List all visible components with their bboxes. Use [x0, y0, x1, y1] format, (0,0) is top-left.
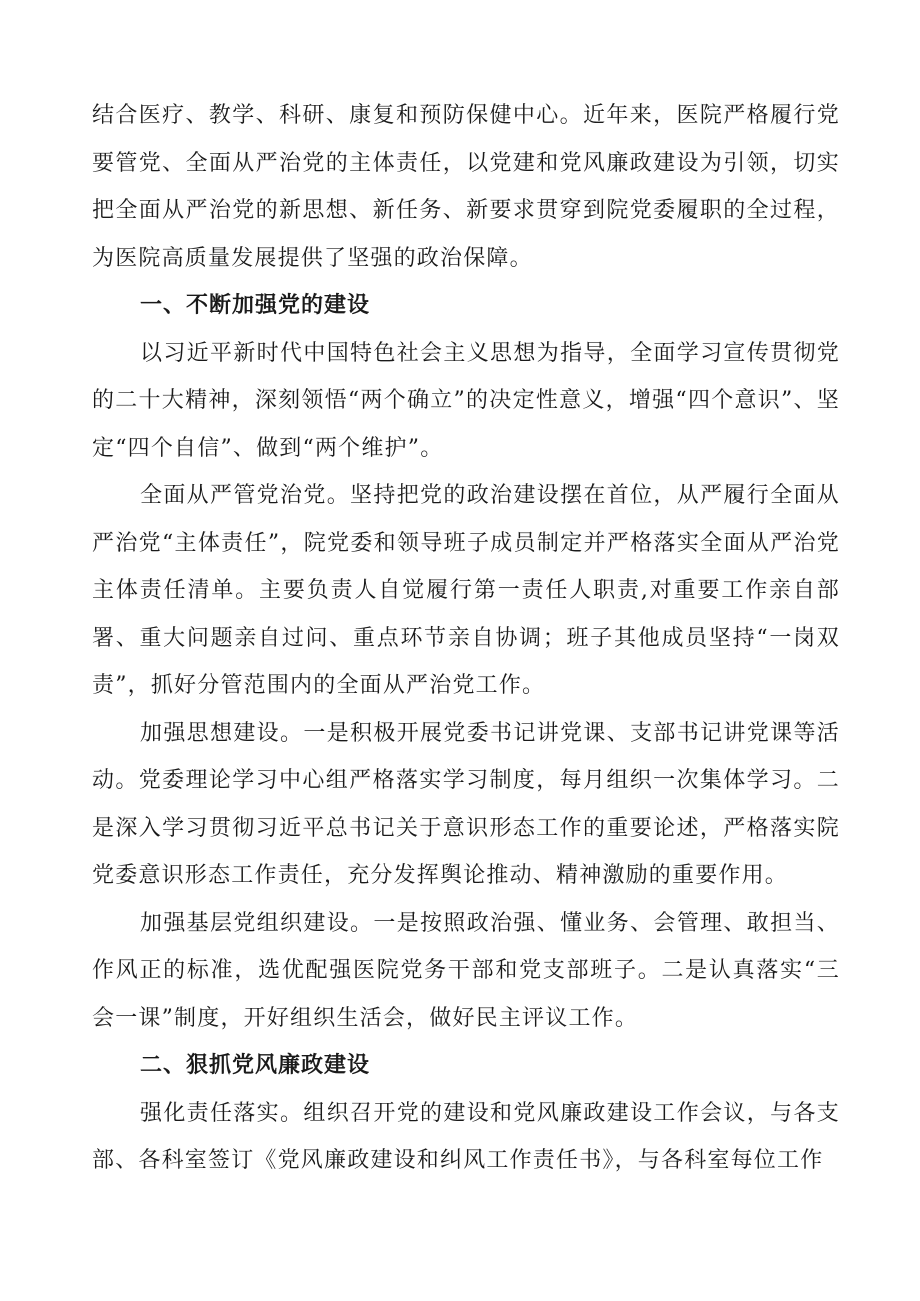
paragraph-ideological-building: 加强思想建设。一是积极开展党委书记讲党课、支部书记讲党课等活动。党委理论学习中心组严格落实学习制度，每月组织一次集体学习。二是深入学习贯彻习近平总书记关于意识形态工作的重要论述，严格落实院党委意识形态工作责任，充分发挥舆论推动、精神激励的重要作用。 [92, 720, 840, 888]
document-page [92, 92, 840, 1185]
section-heading-1: 一、不断加强党的建设 [140, 293, 371, 318]
section-heading-2: 二、狠抓党风廉政建设 [140, 1053, 371, 1078]
paragraph-grassroots-building: 加强基层党组织建设。一是按照政治强、懂业务、会管理、敢担当、作风正的标准，选优配强医院党务干部和党支部班子。二是认真落实“三会一课”制度，开好组织生活会，做好民主评议工作。 [92, 910, 840, 1031]
paragraph-strict-governance: 全面从严管党治党。坚持把党的政治建设摆在首位，从严履行全面从严治党“主体责任”，院党委和领导班子成员制定并严格落实全面从严治党主体责任清单。主要负责人自觉履行第一责任人职责,对重要工作亲自部署、重大问题亲自过问、重点环节亲自协调；班子其他成员坚持“一岗双责”，抓好分管范围内的全面从严治党工作。 [92, 483, 840, 698]
paragraph-continuation: 结合医疗、教学、科研、康复和预防保健中心。近年来，医院严格履行党要管党、全面从严治党的主体责任，以党建和党风廉政建设为引领，切实把全面从严治党的新思想、新任务、新要求贯穿到院党委履职的全过程，为医院高质量发展提供了坚强的政治保障。 [92, 103, 840, 271]
paragraph-responsibility: 强化责任落实。组织召开党的建设和党风廉政建设工作会议，与各支部、各科室签订《党风廉政建设和纠风工作责任书》，与各科室每位工作 [92, 1100, 840, 1173]
paragraph-guiding-thought: 以习近平新时代中国特色社会主义思想为指导，全面学习宣传贯彻党的二十大精神，深刻领悟“两个确立”的决定性意义，增强“四个意识”、坚定“四个自信”、做到“两个维护”。 [92, 340, 840, 461]
